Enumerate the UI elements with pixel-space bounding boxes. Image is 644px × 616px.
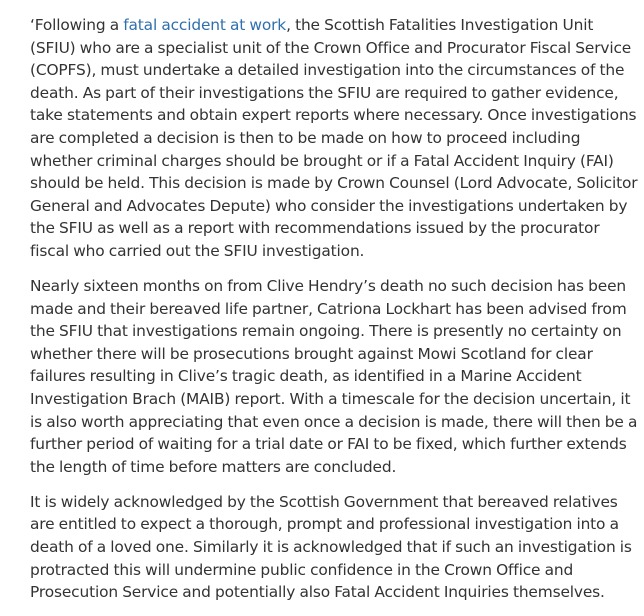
paragraph-1-body-text: , the Scottish Fatalities Investigation Unit (SFIU) who are a specialist unit of the Crown Office and Procurator Fiscal Service (COPFS), must undertake a detailed investigation into the circumstances of the death. As part of their investigations the SFIU are required to gather evidence, take statements and obtain expert reports where necessary. Once investigations are completed a decision is then to be made on how to proceed including whether criminal charges should be brought or if a Fatal Accident Inquiry (FAI) should be held. This decision is made by Crown Counsel (Lord Advocate, Solicitor General and Advocates Depute) who consider the investigations undertaken by the SFIU as well as a report with recommendations issued by the procurator fiscal who carried out the SFIU investigation. [30, 16, 638, 260]
article-body [30, 14, 640, 616]
fatal-accident-at-work-link[interactable]: fatal accident at work [123, 16, 287, 34]
article-paragraph-1 [30, 14, 640, 263]
article-paragraph-2: Nearly sixteen months on from Clive Hendry’s death no such decision has been made and their bereaved life partner, Catriona Lockhart has been advised from the SFIU that investigations remain ongoing. There is presently no certainty on whether there will be prosecutions brought against Mowi Scotland for clear failures resulting in Clive’s tragic death, as identified in a Marine Accident Investigation Brach (MAIB) report. With a timescale for the decision uncertain, it is also worth appreciating that even once a decision is made, there will then be a further period of waiting for a trial date or FAI to be fixed, which further extends the length of time before matters are concluded. [30, 277, 638, 476]
paragraph-1-intro-text: ‘Following a [30, 16, 124, 34]
article-paragraph-3: It is widely acknowledged by the Scottish Government that bereaved relatives are entitled to expect a thorough, prompt and professional investigation into a death of a loved one. Similarly it is acknowledged that if such an investigation is protracted this will undermine public confidence in the Crown Office and Prosecution Service and potentially also Fatal Accident Inquiries themselves. [30, 492, 632, 602]
